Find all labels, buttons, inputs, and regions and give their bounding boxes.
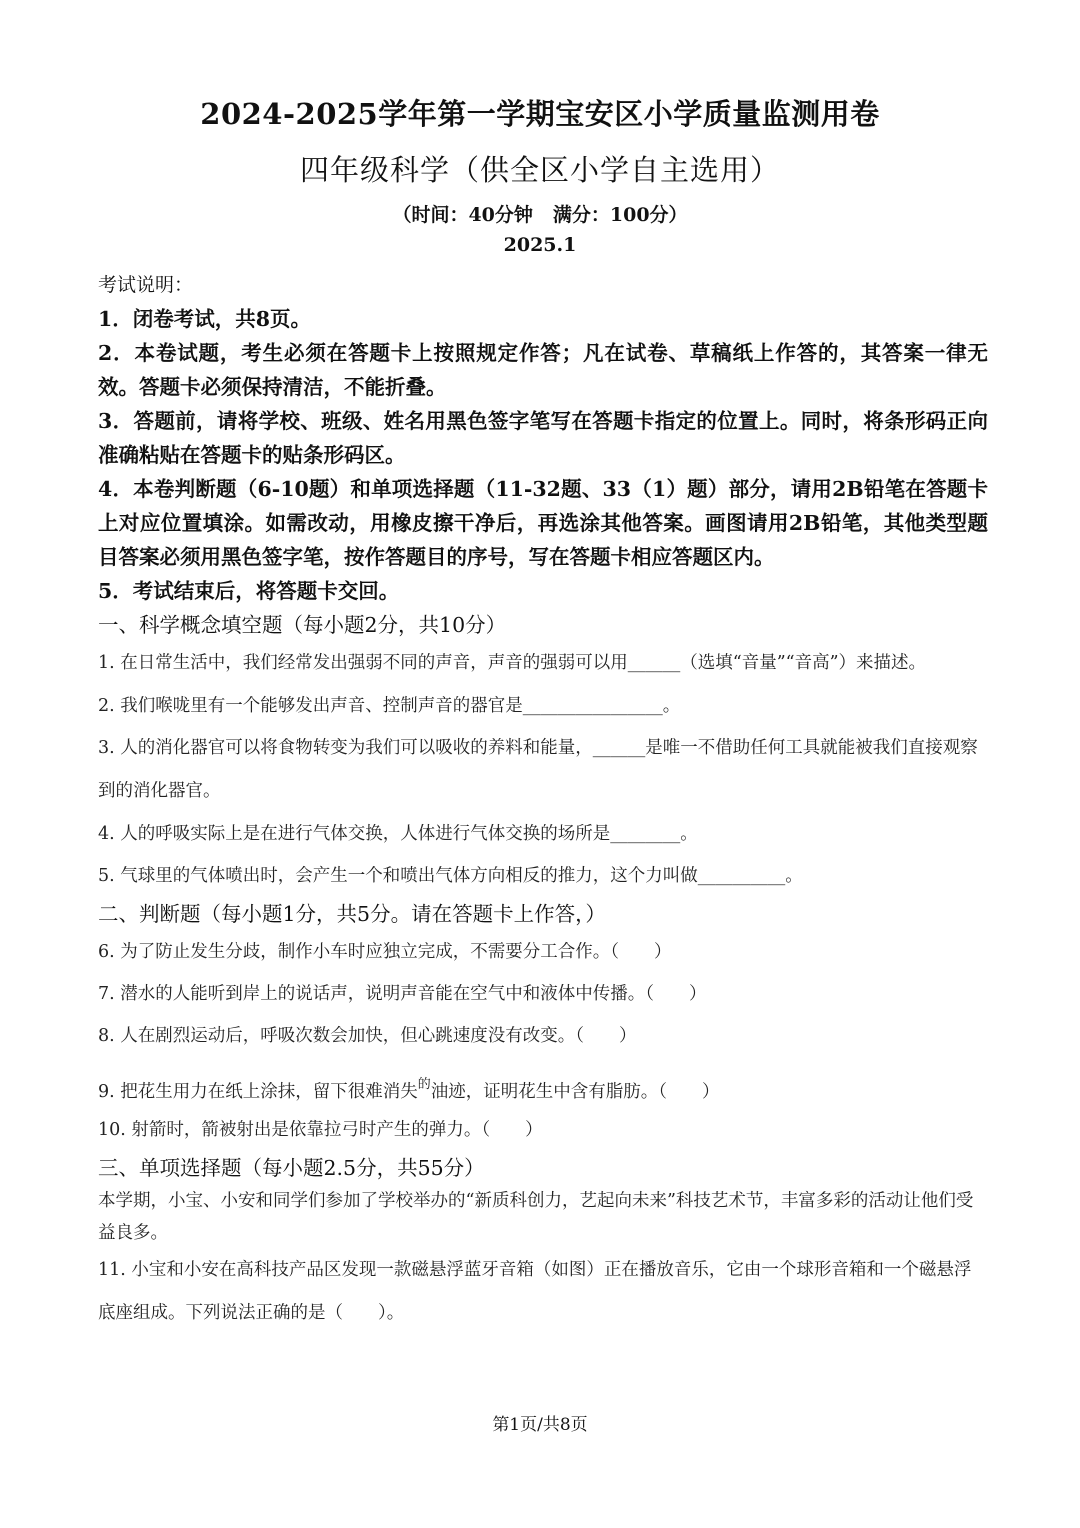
question-item: 1. 在日常生活中，我们经常发出强弱不同的声音，声音的强弱可以用______（选填“音量”“音高”）来描述。 [98,653,927,673]
question-item: 11. 小宝和小安在高科技产品区发现一款磁悬浮蓝牙音箱（如图）正在播放音乐，它由一个球形音箱和一个磁悬浮底座组成。下列说法正确的是（ ）。 [98,1260,972,1323]
question-item: 10. 射箭时，箭被射出是依靠拉弓时产生的弹力。（ ） [98,1120,543,1140]
section-heading: 一、科学概念填空题（每小题2分，共10分） [98,613,507,637]
question-text: 油迹，证明花生中含有脂肪。（ ） [430,1082,720,1102]
section-heading: 三、单项选择题（每小题2.5分，共55分） [98,1156,485,1180]
instructions-heading: 考试说明： [98,274,194,296]
exam-time: （时间：40分钟 [392,204,533,226]
page-number: 第1页/共8页 [492,1415,588,1435]
question-item: 4. 人的呼吸实际上是在进行气体交换，人体进行气体交换的场所是________。 [98,824,698,844]
question-text: 的 [417,1077,431,1092]
instruction-item: 2．本卷试题，考生必须在答题卡上按照规定作答；凡在试卷、草稿纸上作答的，其答案一律无效。答题卡必须保持清洁，不能折叠。 [98,341,988,399]
exam-date: 2025.1 [503,234,577,256]
instruction-item: 1．闭卷考试，共8页。 [98,307,312,331]
question-item: 3. 人的消化器官可以将食物转变为我们可以吸收的养料和能量，______是唯一不借助任何工具就能被我们直接观察到的消化器官。 [98,738,978,801]
exam-info [0,200,1080,227]
question-text: 9. 把花生用力在纸上涂抹，留下很难消失 [98,1082,418,1102]
question-item [98,1057,988,1109]
page-title: 2024-2025学年第一学期宝安区小学质量监测用卷 [200,97,880,131]
question-item: 8. 人在剧烈运动后，呼吸次数会加快，但心跳速度没有改变。（ ） [98,1026,637,1046]
scenario-intro: 本学期，小宝、小安和同学们参加了学校举办的“新质科创力，艺起向未来”科技艺术节，丰富多彩的活动让他们受益良多。 [98,1191,974,1243]
question-item: 5. 气球里的气体喷出时，会产生一个和喷出气体方向相反的推力，这个力叫做__________。 [98,866,803,886]
instruction-item: 5．考试结束后，将答题卡交回。 [98,579,400,603]
page-subtitle: 四年级科学（供全区小学自主选用） [299,153,780,187]
instruction-item: 3．答题前，请将学校、班级、姓名用黑色签字笔写在答题卡指定的位置上。同时，将条形码正向准确粘贴在答题卡的贴条形码区。 [98,409,988,467]
section-heading: 二、判断题（每小题1分，共5分。请在答题卡上作答，） [98,902,606,926]
instruction-item: 4．本卷判断题（6-10题）和单项选择题（11-32题、33（1）题）部分，请用2B铅笔在答题卡上对应位置填涂。如需改动，用橡皮擦干净后，再选涂其他答案。画图请用2B铅笔，其他类型题目答案必须用黑色签字笔，按作答题目的序号，写在答题卡相应答题区内。 [98,477,988,569]
question-item: 7. 潜水的人能听到岸上的说话声，说明声音能在空气中和液体中传播。（ ） [98,984,707,1004]
question-item: 2. 我们喉咙里有一个能够发出声音、控制声音的器官是________________。 [98,696,681,716]
full-score: 满分：100分） [552,204,688,226]
exam-body [98,268,988,1335]
question-item: 6. 为了防止发生分歧，制作小车时应独立完成，不需要分工合作。（ ） [98,942,672,962]
